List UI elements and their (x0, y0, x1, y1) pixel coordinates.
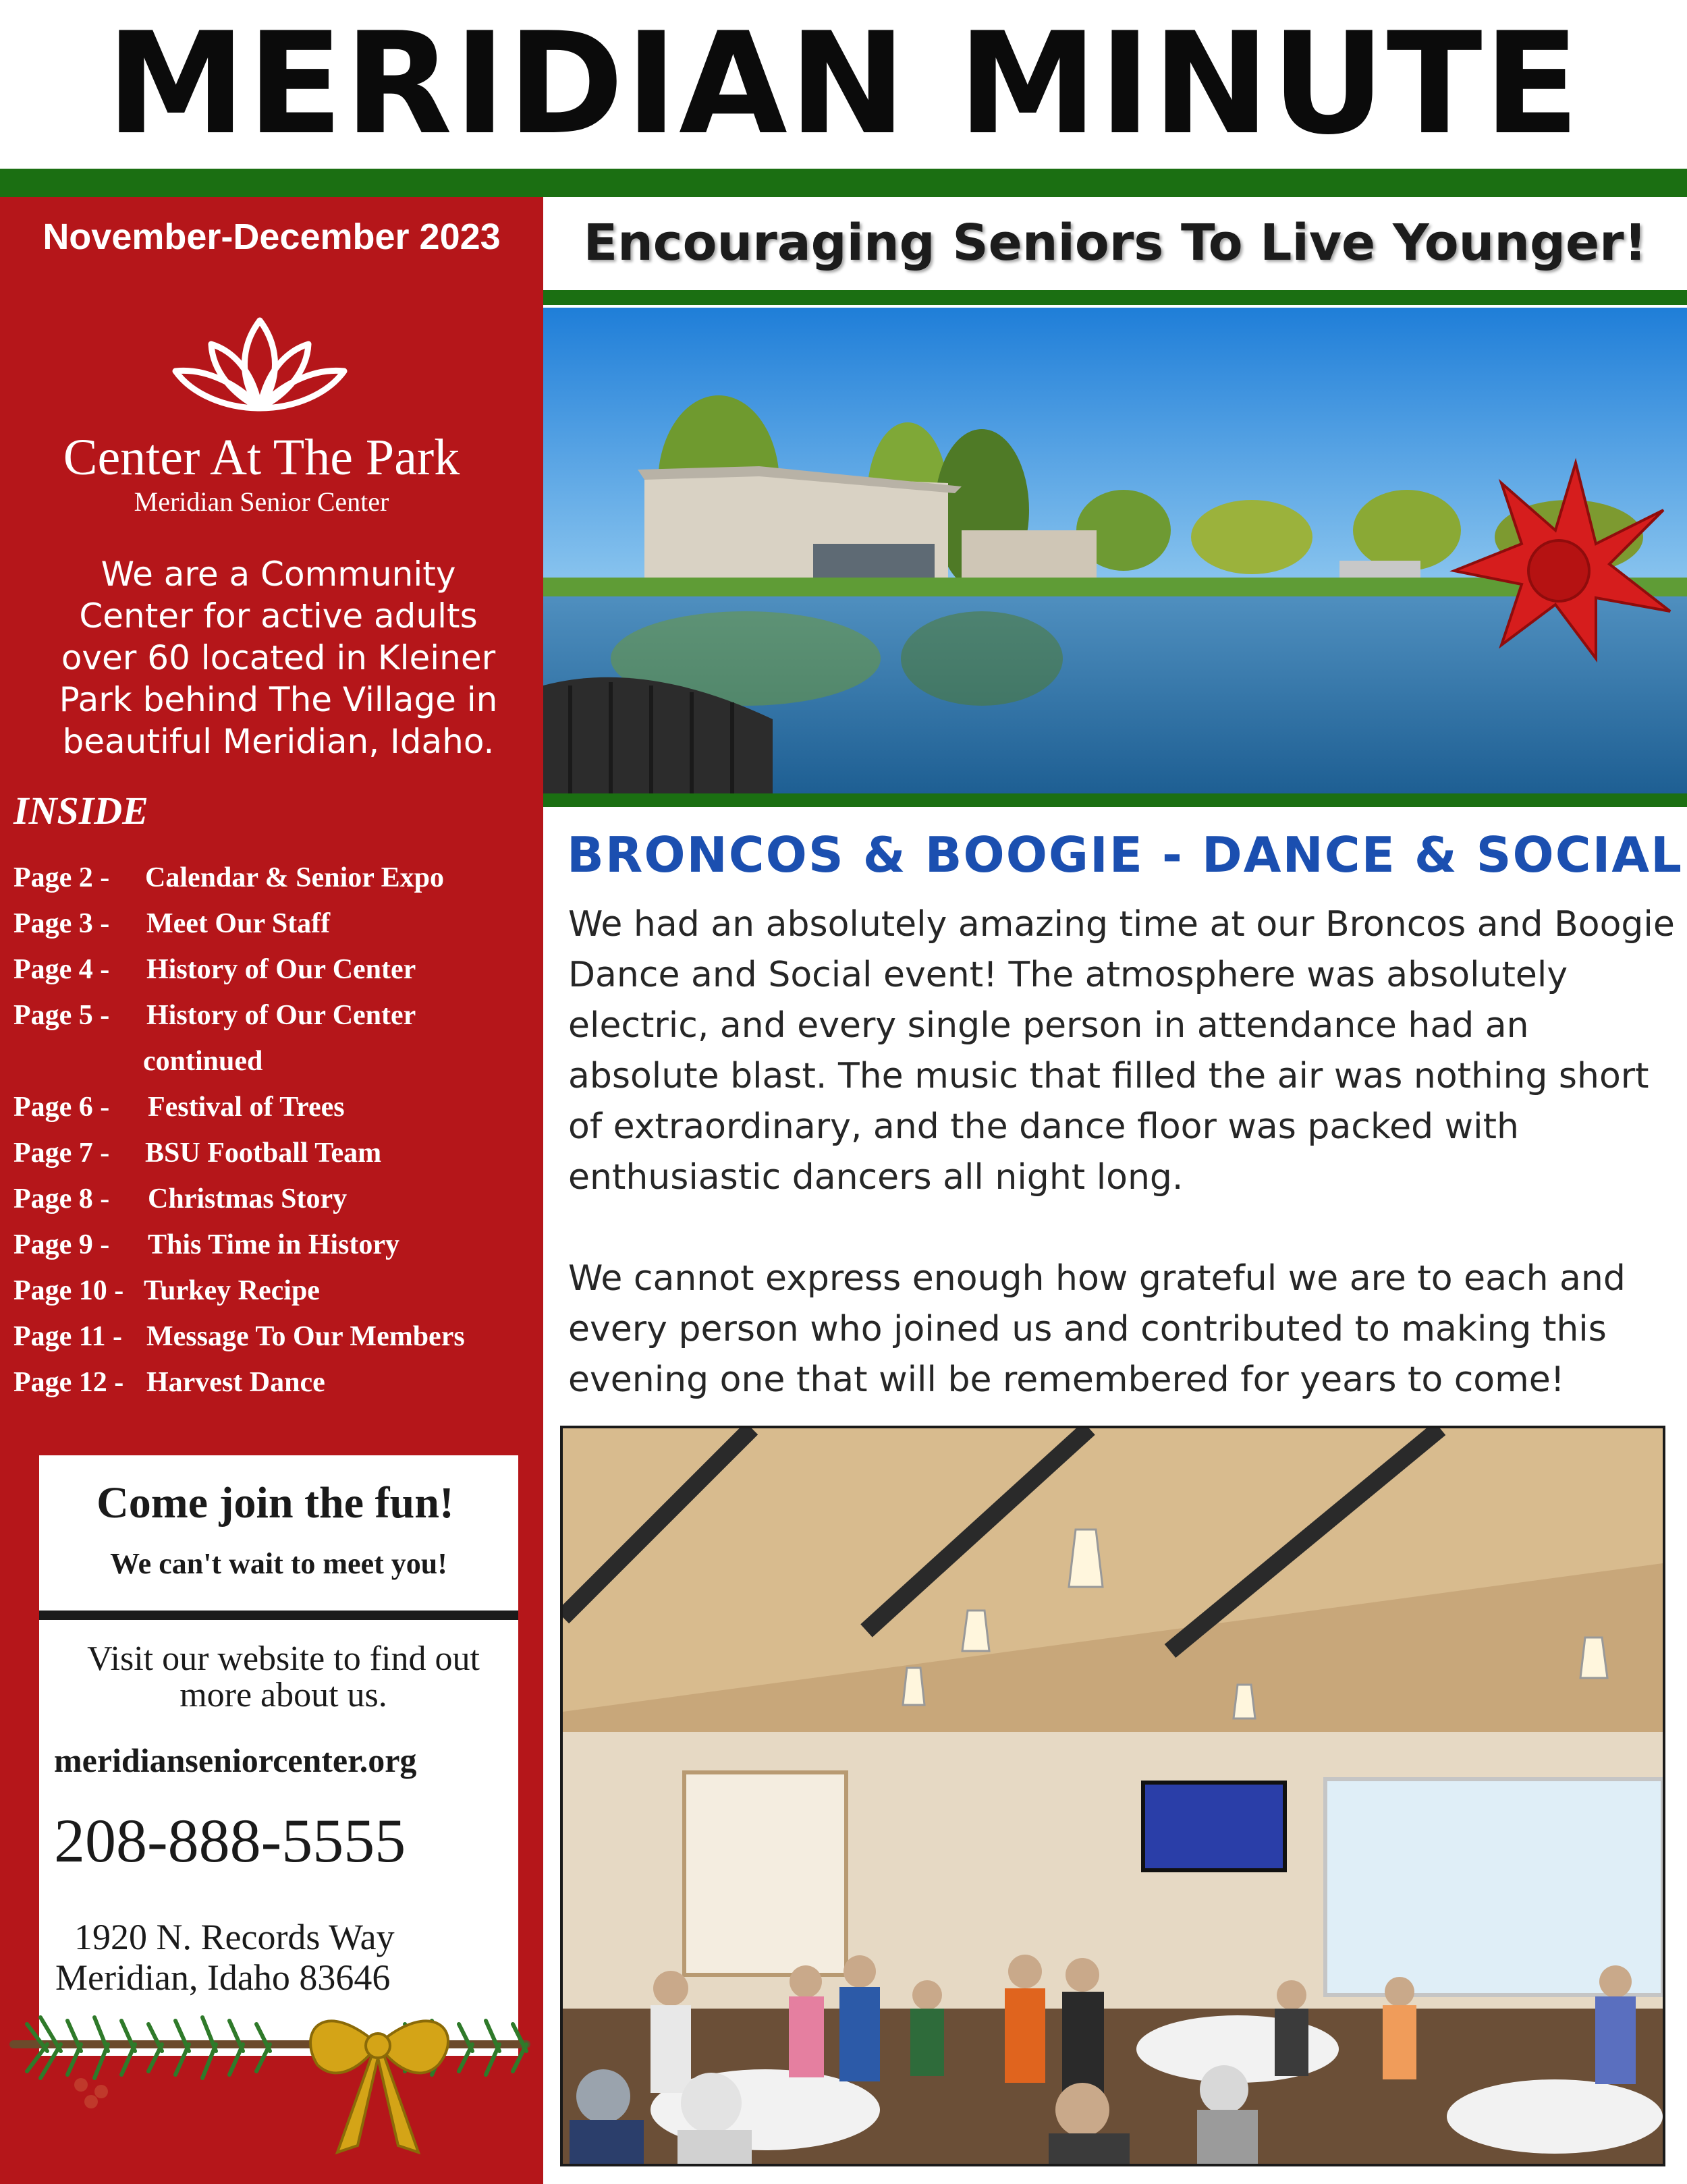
toc-page: Page 3 - (13, 908, 110, 939)
toc-item (13, 1275, 320, 1307)
toc-title: History of Our Center (146, 1000, 416, 1031)
newsletter-title: MERIDIAN MINUTE (106, 3, 1581, 166)
toc-title: Turkey Recipe (144, 1275, 320, 1306)
toc-page: Page 11 - (13, 1321, 122, 1352)
phone-number[interactable]: 208-888-5555 (54, 1806, 406, 1875)
tagline-divider (543, 290, 1687, 305)
top-divider (0, 169, 1687, 197)
toc-item (13, 1091, 345, 1123)
lotus-logo-icon (159, 307, 361, 428)
toc-title: History of Our Center (146, 954, 416, 985)
toc-page: Page 10 - (13, 1275, 124, 1306)
issue-date: November-December 2023 (43, 217, 501, 257)
article-paragraph: We had an absolutely amazing time at our Broncos and Boogie Dance and Social event! The atmosphere was absolutely electric, and every single person in attendance had an absolute blast. The music that filled the air was nothing short of extraordinary, and the dance floor was packed with enthusiastic dancers all night long. (568, 904, 1675, 1198)
article-paragraph: We cannot express enough how grateful we are to each and every person who joined us and contributed to making this evening one that will be remembered for years to come! (568, 1258, 1626, 1400)
toc-title: This Time in History (148, 1229, 400, 1260)
toc-title: Calendar & Senior Expo (145, 862, 445, 893)
toc-item (13, 953, 416, 986)
toc-title: Christmas Story (148, 1183, 348, 1214)
visit-text: Visit our website to find out more about us. (87, 1640, 480, 1714)
toc-title: Harvest Dance (146, 1367, 325, 1398)
join-title: Come join the fun! (96, 1478, 454, 1528)
dance-event-photo (560, 1426, 1665, 2166)
address-line-1: 1920 N. Records Way (74, 1917, 395, 1957)
center-subtitle: Meridian Senior Center (134, 486, 389, 517)
pine-garland-bow-icon (0, 1984, 543, 2184)
info-box-divider (39, 1611, 518, 1620)
toc-item (13, 999, 416, 1032)
toc-title: Festival of Trees (148, 1092, 345, 1123)
toc-title: BSU Football Team (145, 1138, 382, 1169)
center-intro: We are a Community Center for active adults over 60 located in Kleiner Park behind The Village in beautiful Meridian, Idaho. (59, 555, 498, 761)
toc-page: Page 8 - (13, 1183, 110, 1214)
toc-item (13, 1229, 400, 1261)
toc-page: Page 12 - (13, 1367, 124, 1398)
toc-page: Page 2 - (13, 862, 110, 893)
toc-title: continued (143, 1046, 263, 1077)
join-subtitle: We can't wait to meet you! (110, 1547, 447, 1580)
dance-hall-scene-icon (563, 1428, 1663, 2164)
toc-page: Page 4 - (13, 954, 110, 985)
toc-item (13, 862, 445, 894)
toc-item (13, 1320, 465, 1353)
toc-page: Page 9 - (13, 1229, 110, 1260)
center-name: Center At The Park (63, 429, 460, 486)
park-photo (543, 308, 1687, 793)
toc-title: Meet Our Staff (146, 908, 331, 939)
tagline: Encouraging Seniors To Live Younger! (583, 214, 1647, 272)
inside-heading: INSIDE (13, 789, 148, 833)
toc-page: Page 6 - (13, 1092, 110, 1123)
toc-item (13, 907, 331, 940)
toc-item (13, 1366, 325, 1399)
website-link[interactable]: meridianseniorcenter.org (54, 1741, 417, 1779)
toc-title: Message To Our Members (146, 1321, 465, 1352)
toc-page: Page 7 - (13, 1138, 110, 1169)
toc-item (13, 1137, 382, 1169)
toc-page: Page 5 - (13, 1000, 110, 1031)
article-title: BRONCOS & BOOGIE - DANCE & SOCIAL (567, 827, 1683, 883)
address-line-2: Meridian, Idaho 83646 (55, 1957, 391, 1998)
photo-divider (543, 793, 1687, 807)
toc-item (13, 1183, 348, 1215)
